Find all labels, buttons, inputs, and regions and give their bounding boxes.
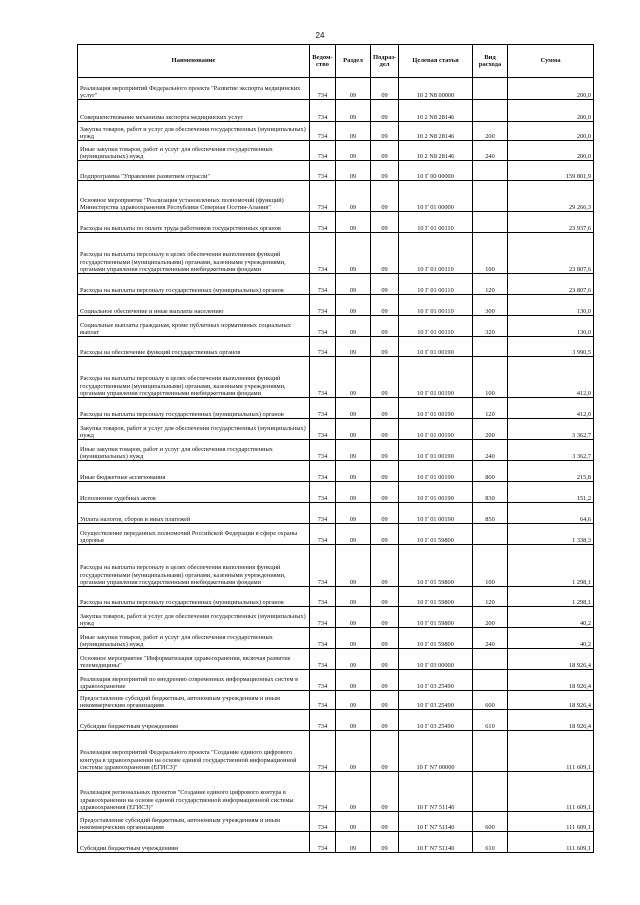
row-amount: 18 926,4 xyxy=(508,670,594,691)
row-amount: 159 801,9 xyxy=(508,161,594,181)
row-subsection: 09 xyxy=(371,545,399,587)
row-target: 10 2 N8 28146 xyxy=(399,122,473,141)
row-section: 09 xyxy=(336,772,371,812)
row-exp-type: 610 xyxy=(473,832,508,853)
row-dept: 734 xyxy=(310,440,336,461)
row-amount: 111 609,1 xyxy=(508,812,594,832)
row-exp-type xyxy=(473,337,508,357)
row-dept: 734 xyxy=(310,731,336,772)
row-dept: 734 xyxy=(310,524,336,545)
row-exp-type xyxy=(473,181,508,212)
row-dept: 734 xyxy=(310,181,336,212)
row-name: Совершенствование механизма экспорта медицинских услуг xyxy=(78,100,310,122)
row-name: Закупка товаров, работ и услуг для обеспечения государственных (муниципальных) нужд xyxy=(78,419,310,440)
row-section: 09 xyxy=(336,212,371,233)
table-row xyxy=(78,274,594,295)
row-name: Расходы на выплаты персоналу государственных (муниципальных) органов xyxy=(78,587,310,607)
table-row xyxy=(78,357,594,398)
row-exp-type xyxy=(473,100,508,122)
row-exp-type xyxy=(473,772,508,812)
row-exp-type: 100 xyxy=(473,545,508,587)
row-dept: 734 xyxy=(310,419,336,440)
row-exp-type xyxy=(473,670,508,691)
row-target: 10 Г 01 00190 xyxy=(399,398,473,419)
row-dept: 734 xyxy=(310,212,336,233)
row-subsection: 09 xyxy=(371,181,399,212)
row-target: 10 Г 01 00000 xyxy=(399,181,473,212)
row-target: 10 Г 01 59800 xyxy=(399,628,473,649)
row-subsection: 09 xyxy=(371,233,399,274)
row-target: 10 Г N7 51140 xyxy=(399,772,473,812)
row-subsection: 09 xyxy=(371,731,399,772)
row-subsection: 09 xyxy=(371,295,399,316)
row-dept: 734 xyxy=(310,628,336,649)
table-row xyxy=(78,772,594,812)
row-name: Закупка товаров, работ и услуг для обеспечения государственных (муниципальных) нужд xyxy=(78,607,310,628)
row-dept: 734 xyxy=(310,161,336,181)
row-dept: 734 xyxy=(310,274,336,295)
row-exp-type: 120 xyxy=(473,587,508,607)
row-subsection: 09 xyxy=(371,772,399,812)
row-section: 09 xyxy=(336,181,371,212)
row-subsection: 09 xyxy=(371,274,399,295)
header-dept: Ведом-ство xyxy=(310,45,336,78)
row-exp-type xyxy=(473,524,508,545)
row-dept: 734 xyxy=(310,649,336,670)
row-section: 09 xyxy=(336,670,371,691)
row-section: 09 xyxy=(336,649,371,670)
row-exp-type: 320 xyxy=(473,316,508,337)
row-dept: 734 xyxy=(310,772,336,812)
row-amount: 18 926,4 xyxy=(508,691,594,710)
row-amount: 412,0 xyxy=(508,357,594,398)
row-amount: 1 298,1 xyxy=(508,545,594,587)
row-name: Иные бюджетные ассигнования xyxy=(78,461,310,482)
row-name: Расходы на выплаты по оплате труда работников государственных органов xyxy=(78,212,310,233)
row-exp-type xyxy=(473,649,508,670)
row-amount: 1 338,3 xyxy=(508,524,594,545)
row-amount: 23 807,6 xyxy=(508,274,594,295)
header-row xyxy=(78,45,594,78)
row-exp-type: 600 xyxy=(473,691,508,710)
row-dept: 734 xyxy=(310,122,336,141)
row-amount: 40,2 xyxy=(508,607,594,628)
row-amount: 215,8 xyxy=(508,461,594,482)
row-name: Расходы на выплаты персоналу в целях обеспечения выполнения функций государственными (муниципальными) органами, казенными учреждениями, органами управления государственными внебюджетными фондами xyxy=(78,357,310,398)
row-target: 10 2 N8 28146 xyxy=(399,141,473,161)
row-exp-type: 120 xyxy=(473,274,508,295)
table-row xyxy=(78,337,594,357)
row-section: 09 xyxy=(336,503,371,524)
row-dept: 734 xyxy=(310,482,336,503)
row-target: 10 Г 01 00190 xyxy=(399,337,473,357)
row-amount: 200,0 xyxy=(508,78,594,100)
row-target: 10 Г 00 00000 xyxy=(399,161,473,181)
row-exp-type: 610 xyxy=(473,710,508,731)
row-subsection: 09 xyxy=(371,161,399,181)
row-dept: 734 xyxy=(310,503,336,524)
row-name: Реализация мероприятий по внедрению современных информационных систем в здравоохранение xyxy=(78,670,310,691)
table-row xyxy=(78,295,594,316)
row-section: 09 xyxy=(336,274,371,295)
row-dept: 734 xyxy=(310,691,336,710)
budget-table xyxy=(77,44,594,853)
row-target: 10 Г 03 25490 xyxy=(399,670,473,691)
table-row xyxy=(78,100,594,122)
row-name: Субсидии бюджетным учреждениям xyxy=(78,710,310,731)
table-row xyxy=(78,461,594,482)
row-name: Иные закупки товаров, работ и услуг для обеспечения государственных (муниципальных) нужд xyxy=(78,141,310,161)
table-row xyxy=(78,141,594,161)
row-dept: 734 xyxy=(310,670,336,691)
table-row xyxy=(78,398,594,419)
row-target: 10 Г 01 00190 xyxy=(399,461,473,482)
row-name: Подпрограмма "Управление развитием отрасли" xyxy=(78,161,310,181)
row-section: 09 xyxy=(336,398,371,419)
row-amount: 64,6 xyxy=(508,503,594,524)
row-target: 10 Г 01 00190 xyxy=(399,440,473,461)
row-amount: 1 298,1 xyxy=(508,587,594,607)
table-body xyxy=(78,78,594,853)
row-section: 09 xyxy=(336,461,371,482)
row-dept: 734 xyxy=(310,337,336,357)
row-amount: 412,0 xyxy=(508,398,594,419)
row-exp-type: 850 xyxy=(473,503,508,524)
row-target: 10 Г 01 59800 xyxy=(399,607,473,628)
row-name: Субсидии бюджетным учреждениям xyxy=(78,832,310,853)
row-target: 10 Г 01 00110 xyxy=(399,295,473,316)
row-amount: 111 609,1 xyxy=(508,731,594,772)
row-amount: 18 926,4 xyxy=(508,710,594,731)
row-section: 09 xyxy=(336,161,371,181)
row-subsection: 09 xyxy=(371,78,399,100)
row-name: Социальное обеспечение и иные выплаты населению xyxy=(78,295,310,316)
row-name: Расходы на выплаты персоналу государственных (муниципальных) органов xyxy=(78,398,310,419)
row-subsection: 09 xyxy=(371,357,399,398)
row-section: 09 xyxy=(336,419,371,440)
row-target: 10 Г 01 00190 xyxy=(399,357,473,398)
row-dept: 734 xyxy=(310,587,336,607)
row-target: 10 Г 01 00190 xyxy=(399,503,473,524)
row-section: 09 xyxy=(336,122,371,141)
table-row xyxy=(78,731,594,772)
page-number: 24 xyxy=(315,31,325,40)
row-section: 09 xyxy=(336,78,371,100)
row-target: 10 2 N8 00000 xyxy=(399,78,473,100)
row-target: 10 Г 01 00110 xyxy=(399,316,473,337)
row-name: Расходы на обеспечение функций государственных органов xyxy=(78,337,310,357)
row-dept: 734 xyxy=(310,357,336,398)
row-name: Социальные выплаты гражданам, кроме публичных нормативных социальных выплат xyxy=(78,316,310,337)
row-section: 09 xyxy=(336,482,371,503)
row-exp-type: 240 xyxy=(473,628,508,649)
row-section: 09 xyxy=(336,357,371,398)
row-subsection: 09 xyxy=(371,812,399,832)
table-row xyxy=(78,161,594,181)
row-subsection: 09 xyxy=(371,461,399,482)
row-amount: 3 362,7 xyxy=(508,440,594,461)
row-name: Предоставление субсидий бюджетным, автономным учреждениям и иным некоммерческим организациям xyxy=(78,691,310,710)
row-subsection: 09 xyxy=(371,587,399,607)
row-subsection: 09 xyxy=(371,316,399,337)
row-name: Реализация региональных проектов "Создание единого цифрового контура в здравоохранении на основе единой государственной информационной системы здравоохранения (ЕГИСЗ)" xyxy=(78,772,310,812)
row-subsection: 09 xyxy=(371,628,399,649)
row-exp-type xyxy=(473,161,508,181)
row-amount: 130,0 xyxy=(508,316,594,337)
row-subsection: 09 xyxy=(371,691,399,710)
row-target: 10 Г 03 00000 xyxy=(399,649,473,670)
header-target: Целевая статья xyxy=(399,45,473,78)
row-name: Исполнение судебных актов xyxy=(78,482,310,503)
row-subsection: 09 xyxy=(371,649,399,670)
table-row xyxy=(78,710,594,731)
row-subsection: 09 xyxy=(371,710,399,731)
row-target: 10 Г 03 25490 xyxy=(399,691,473,710)
row-section: 09 xyxy=(336,545,371,587)
row-amount: 200,0 xyxy=(508,141,594,161)
table-row xyxy=(78,587,594,607)
table-row xyxy=(78,233,594,274)
table-row xyxy=(78,524,594,545)
row-exp-type: 830 xyxy=(473,482,508,503)
row-exp-type: 120 xyxy=(473,398,508,419)
row-amount: 3 362,7 xyxy=(508,419,594,440)
row-target: 10 Г 01 00190 xyxy=(399,482,473,503)
row-amount: 111 609,1 xyxy=(508,772,594,812)
row-name: Расходы на выплаты персоналу в целях обеспечения выполнения функций государственными (муниципальными) органами, казенными учреждениями, органами управления государственными внебюджетными фондами xyxy=(78,545,310,587)
row-name: Осуществление переданных полномочий Российской Федерации в сфере охраны здоровья xyxy=(78,524,310,545)
table-row xyxy=(78,122,594,141)
row-target: 10 2 N8 28146 xyxy=(399,100,473,122)
row-exp-type: 800 xyxy=(473,461,508,482)
row-section: 09 xyxy=(336,141,371,161)
row-target: 10 Г N7 51140 xyxy=(399,832,473,853)
table-row xyxy=(78,670,594,691)
row-section: 09 xyxy=(336,316,371,337)
row-section: 09 xyxy=(336,691,371,710)
row-exp-type: 240 xyxy=(473,440,508,461)
row-section: 09 xyxy=(336,440,371,461)
row-target: 10 Г 01 00190 xyxy=(399,419,473,440)
table-row xyxy=(78,212,594,233)
row-name: Закупка товаров, работ и услуг для обеспечения государственных (муниципальных) нужд xyxy=(78,122,310,141)
row-dept: 734 xyxy=(310,316,336,337)
row-exp-type xyxy=(473,731,508,772)
row-subsection: 09 xyxy=(371,398,399,419)
row-amount: 200,0 xyxy=(508,100,594,122)
table-row xyxy=(78,649,594,670)
row-name: Расходы на выплаты персоналу в целях обеспечения выполнения функций государственными (муниципальными) органами, казенными учреждениями, органами управления государственными внебюджетными фондами xyxy=(78,233,310,274)
row-amount: 130,0 xyxy=(508,295,594,316)
row-section: 09 xyxy=(336,710,371,731)
row-amount: 18 926,4 xyxy=(508,649,594,670)
row-subsection: 09 xyxy=(371,832,399,853)
row-subsection: 09 xyxy=(371,141,399,161)
table-row xyxy=(78,440,594,461)
row-name: Уплата налогов, сборов и иных платежей xyxy=(78,503,310,524)
row-exp-type: 200 xyxy=(473,607,508,628)
row-dept: 734 xyxy=(310,461,336,482)
table-row xyxy=(78,812,594,832)
row-exp-type: 200 xyxy=(473,122,508,141)
row-name: Иные закупки товаров, работ и услуг для обеспечения государственных (муниципальных) нужд xyxy=(78,440,310,461)
row-subsection: 09 xyxy=(371,122,399,141)
row-section: 09 xyxy=(336,524,371,545)
row-dept: 734 xyxy=(310,295,336,316)
row-dept: 734 xyxy=(310,100,336,122)
row-subsection: 09 xyxy=(371,607,399,628)
row-name: Предоставление субсидий бюджетным, автономным учреждениям и иным некоммерческим организациям xyxy=(78,812,310,832)
row-amount: 23 807,6 xyxy=(508,233,594,274)
row-exp-type xyxy=(473,212,508,233)
row-target: 10 Г 01 59800 xyxy=(399,545,473,587)
row-section: 09 xyxy=(336,607,371,628)
row-amount: 200,0 xyxy=(508,122,594,141)
table-row xyxy=(78,691,594,710)
table-row xyxy=(78,545,594,587)
table-row xyxy=(78,482,594,503)
row-target: 10 Г 03 25490 xyxy=(399,710,473,731)
row-target: 10 Г 01 00110 xyxy=(399,212,473,233)
table-row xyxy=(78,607,594,628)
row-dept: 734 xyxy=(310,607,336,628)
row-section: 09 xyxy=(336,295,371,316)
row-name: Иные закупки товаров, работ и услуг для обеспечения государственных (муниципальных) нужд xyxy=(78,628,310,649)
row-amount: 29 266,3 xyxy=(508,181,594,212)
row-amount: 111 609,1 xyxy=(508,832,594,853)
row-target: 10 Г 01 59800 xyxy=(399,524,473,545)
row-target: 10 Г 01 59800 xyxy=(399,587,473,607)
row-name: Реализация мероприятий Федерального проекта "Создание единого цифрового контура в здравоохранении на основе единой государственной информационной системы здравоохранения (ЕГИСЗ)" xyxy=(78,731,310,772)
row-section: 09 xyxy=(336,812,371,832)
row-target: 10 Г 01 00110 xyxy=(399,274,473,295)
row-exp-type: 600 xyxy=(473,812,508,832)
row-section: 09 xyxy=(336,731,371,772)
row-dept: 734 xyxy=(310,545,336,587)
row-exp-type: 200 xyxy=(473,419,508,440)
row-subsection: 09 xyxy=(371,419,399,440)
row-amount: 3 990,5 xyxy=(508,337,594,357)
row-exp-type: 300 xyxy=(473,295,508,316)
row-exp-type: 240 xyxy=(473,141,508,161)
row-name: Реализация мероприятий Федерального проекта "Развитие экспорта медицинских услуг" xyxy=(78,78,310,100)
header-amount: Сумма xyxy=(508,45,594,78)
row-dept: 734 xyxy=(310,710,336,731)
row-dept: 734 xyxy=(310,233,336,274)
row-subsection: 09 xyxy=(371,524,399,545)
table-row xyxy=(78,628,594,649)
row-subsection: 09 xyxy=(371,440,399,461)
row-subsection: 09 xyxy=(371,482,399,503)
row-exp-type: 100 xyxy=(473,233,508,274)
row-subsection: 09 xyxy=(371,100,399,122)
row-target: 10 Г N7 00000 xyxy=(399,731,473,772)
table-row xyxy=(78,419,594,440)
table-row xyxy=(78,78,594,100)
row-section: 09 xyxy=(336,233,371,274)
row-target: 10 Г 01 00110 xyxy=(399,233,473,274)
row-dept: 734 xyxy=(310,832,336,853)
row-name: Расходы на выплаты персоналу государственных (муниципальных) органов xyxy=(78,274,310,295)
row-name: Основное мероприятие "Реализация установленных полномочий (функций) Министерства здравоохранения Республики Северная Осетия-Алания" xyxy=(78,181,310,212)
header-section: Раздел xyxy=(336,45,371,78)
row-dept: 734 xyxy=(310,78,336,100)
header-subsection: Подраз-дел xyxy=(371,45,399,78)
row-subsection: 09 xyxy=(371,337,399,357)
row-amount: 151,2 xyxy=(508,482,594,503)
table-row xyxy=(78,316,594,337)
row-section: 09 xyxy=(336,100,371,122)
row-subsection: 09 xyxy=(371,503,399,524)
row-subsection: 09 xyxy=(371,670,399,691)
row-section: 09 xyxy=(336,587,371,607)
row-dept: 734 xyxy=(310,141,336,161)
row-dept: 734 xyxy=(310,398,336,419)
row-subsection: 09 xyxy=(371,212,399,233)
row-section: 09 xyxy=(336,337,371,357)
table-row xyxy=(78,503,594,524)
row-dept: 734 xyxy=(310,812,336,832)
header-exp-type: Вид расхода xyxy=(473,45,508,78)
header-name: Наименование xyxy=(78,45,310,78)
row-section: 09 xyxy=(336,832,371,853)
row-name: Основное мероприятие "Информатизация здравоохранения, включая развитие телемедицины" xyxy=(78,649,310,670)
row-exp-type: 100 xyxy=(473,357,508,398)
table-row xyxy=(78,181,594,212)
row-amount: 23 937,6 xyxy=(508,212,594,233)
row-amount: 40,2 xyxy=(508,628,594,649)
row-section: 09 xyxy=(336,628,371,649)
table-row xyxy=(78,832,594,853)
row-target: 10 Г N7 51140 xyxy=(399,812,473,832)
row-exp-type xyxy=(473,78,508,100)
